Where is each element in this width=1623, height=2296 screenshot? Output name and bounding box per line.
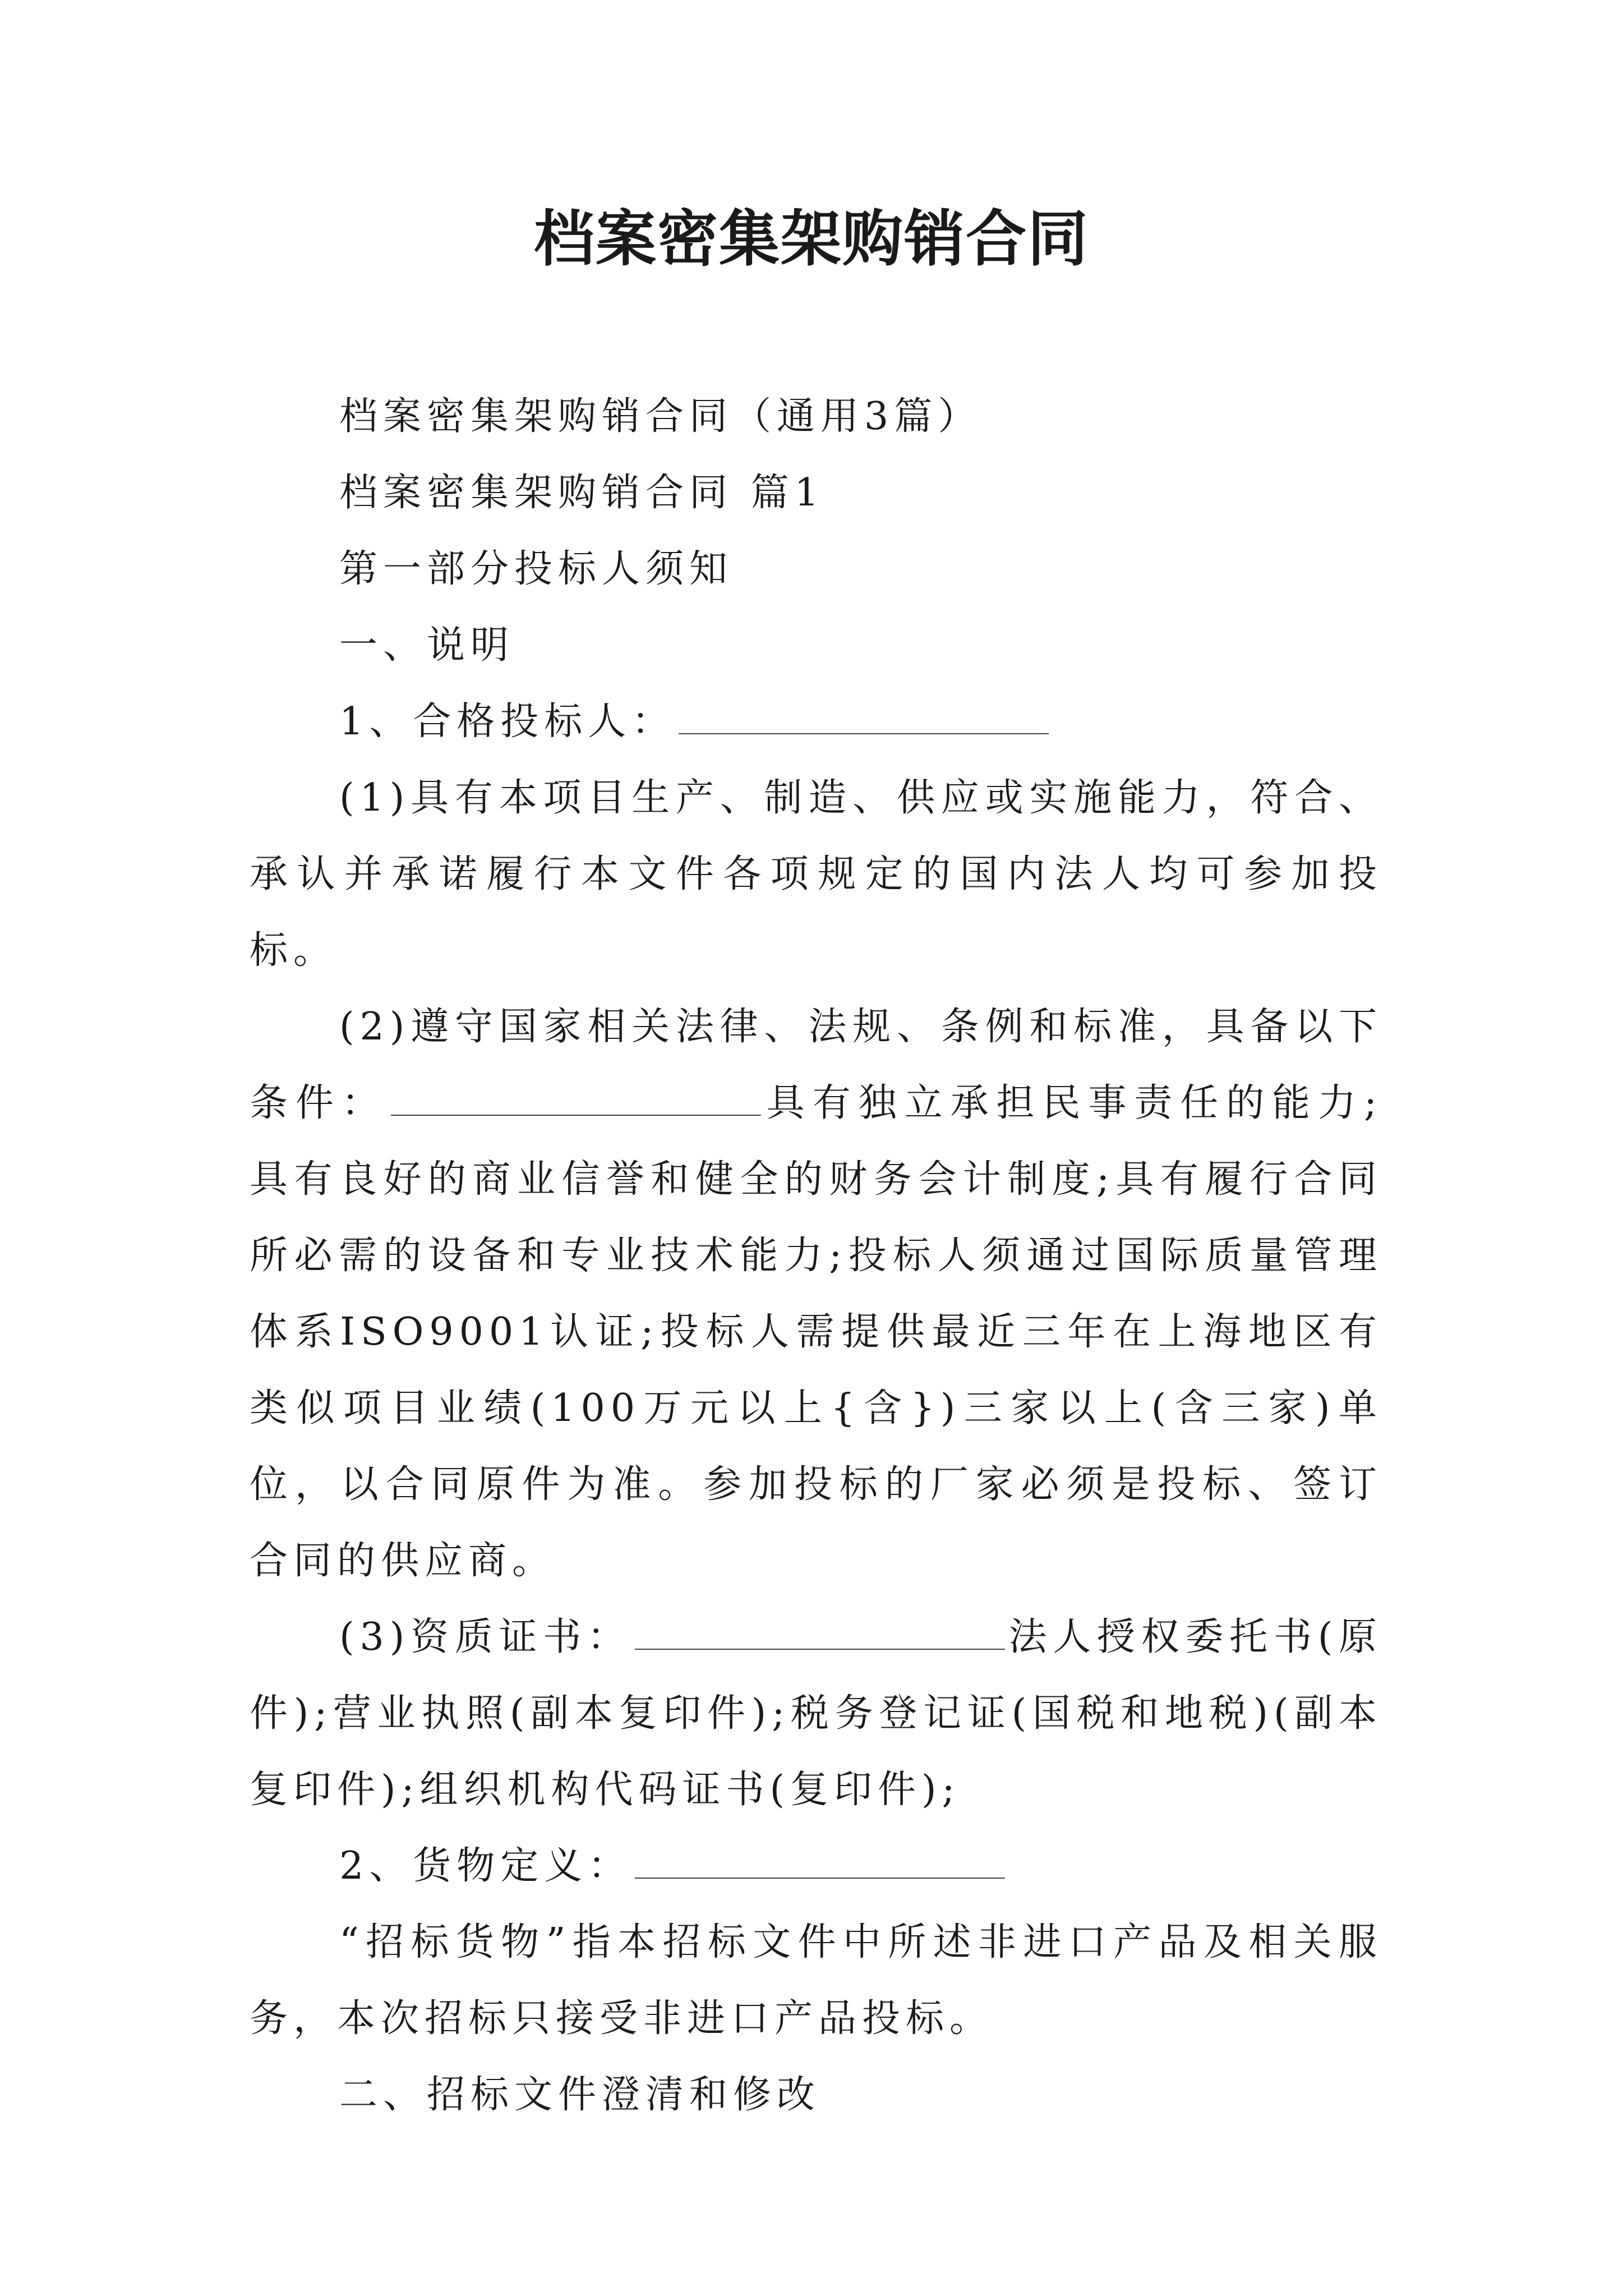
clause-2-lead: (2)遵守国家相关法律、法规、条例和标准，具备以下条件： (250, 1005, 1382, 1125)
clause-3-lead: (3)资质证书： (339, 1615, 631, 1659)
paragraph-collection-title: 档案密集架购销合同（通用3篇） (339, 394, 982, 439)
paragraph-clause-2 (250, 989, 1382, 1599)
fill-in-blank[interactable] (635, 1615, 1005, 1650)
paragraph-subsection-heading: 一、说明 (339, 623, 515, 668)
paragraph-clause-3 (250, 1599, 1382, 1828)
clause-2-body: 具有独立承担民事责任的能力;具有良好的商业信誉和健全的财务会计制度;具有履行合同所必需的设备和专业技术能力;投标人须通过国际质量管理体系ISO9001认证;投标人需提供最近三年在上海地区有类似项目业绩(100万元以上{含})三家以上(含三家)单位，以合同原件为准。参加投标的厂家必须是投标、签订合同的供应商。 (250, 1081, 1382, 1583)
goods-definition-label: 2、货物定义： (339, 1844, 632, 1888)
document-title: 档案密集架购销合同 (533, 204, 1089, 274)
document-body (250, 379, 1382, 2133)
paragraph-clarification-heading: 二、招标文件澄清和修改 (339, 2073, 821, 2117)
paragraph-part-heading: 档案密集架购销合同 篇1 (339, 471, 824, 515)
fill-in-blank[interactable] (635, 1844, 1005, 1879)
clause-3-body: 法人授权委托书(原件);营业执照(副本复印件);税务登记证(国税和地税)(副本复印件);组织机构代码证书(复印件); (250, 1615, 1382, 1812)
fill-in-blank[interactable] (391, 1081, 761, 1116)
paragraph-goods-description: “招标货物”指本招标文件中所述非进口产品及相关服务，本次招标只接受非进口产品投标。 (250, 1920, 1382, 2041)
paragraph-goods-definition (250, 1828, 1382, 1904)
paragraph-section-heading: 第一部分投标人须知 (339, 547, 734, 591)
fill-in-blank[interactable] (679, 700, 1049, 734)
paragraph-qualified-bidder (250, 684, 1382, 760)
qualified-bidder-label: 1、合格投标人： (339, 700, 676, 744)
paragraph-clause-1: (1)具有本项目生产、制造、供应或实施能力，符合、承认并承诺履行本文件各项规定的国内法人均可参加投标。 (250, 776, 1382, 973)
